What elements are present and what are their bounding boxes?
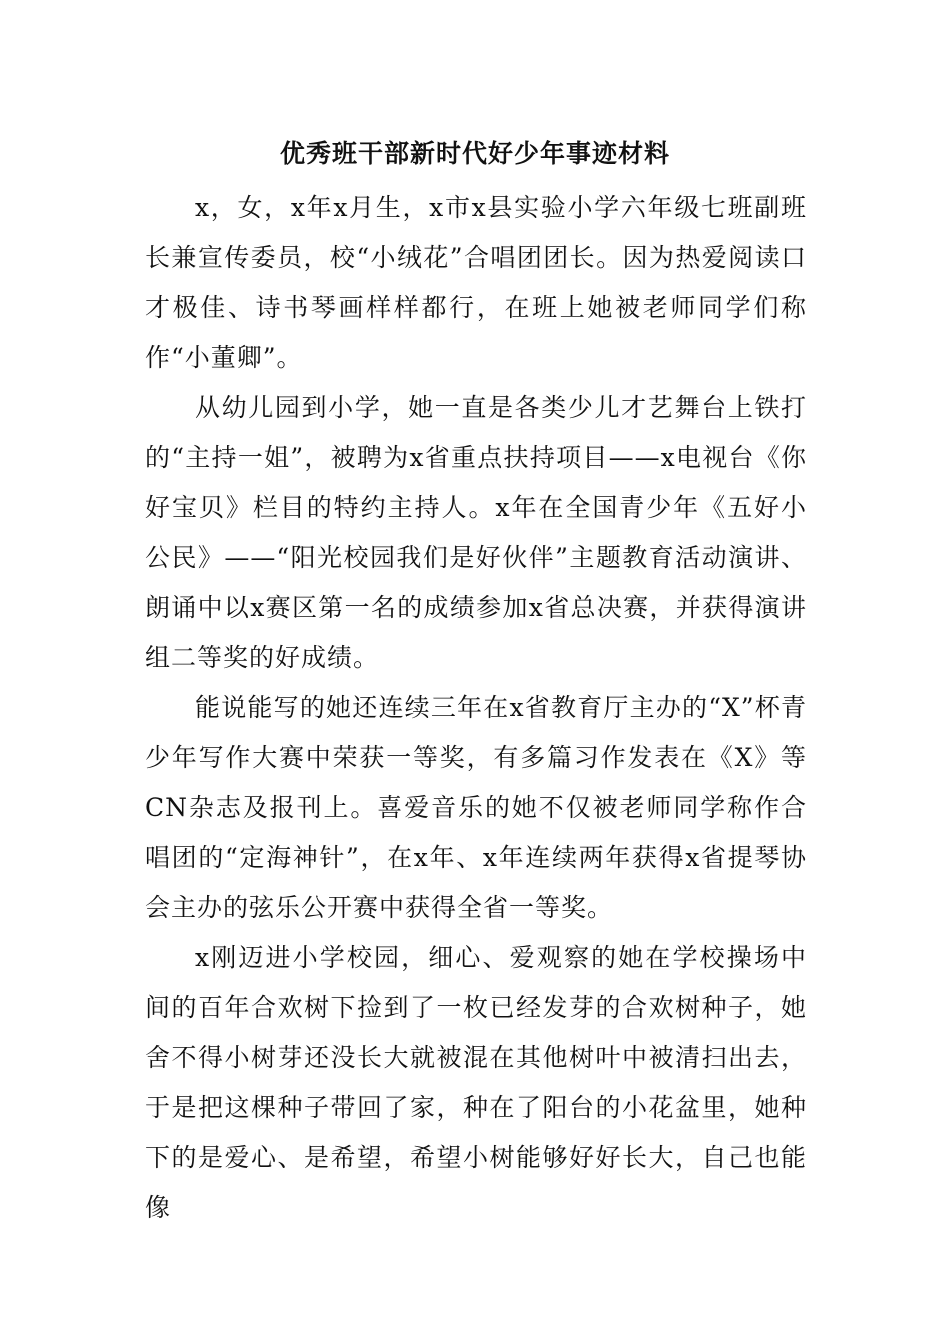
document-title: 优秀班干部新时代好少年事迹材料 (279, 139, 670, 168)
document-body (145, 183, 807, 1233)
paragraph-4: x刚迈进小学校园，细心、爱观察的她在学校操场中间的百年合欢树下捡到了一枚已经发芽的合欢树种子，她舍不得小树芽还没长大就被混在其他树叶中被清扫出去，于是把这棵种子带回了家，种在了阳台的小花盆里，她种下的是爱心、是希望，希望小树能够好好长大，自己也能像 (145, 943, 807, 1222)
paragraph-2: 从幼儿园到小学，她一直是各类少儿才艺舞台上铁打的“主持一姐”，被聘为x省重点扶持项目——x电视台《你好宝贝》栏目的特约主持人。x年在全国青少年《五好小公民》——“阳光校园我们是好伙伴”主题教育活动演讲、朗诵中以x赛区第一名的成绩参加x省总决赛，并获得演讲组二等奖的好成绩。 (145, 393, 807, 672)
paragraph-3: 能说能写的她还连续三年在x省教育厅主办的“X”杯青少年写作大赛中荣获一等奖，有多篇习作发表在《X》等CN杂志及报刊上。喜爱音乐的她不仅被老师同学称作合唱团的“定海神针”，在x年、x年连续两年获得x省提琴协会主办的弦乐公开赛中获得全省一等奖。 (145, 693, 807, 922)
paragraph-1: x，女，x年x月生，x市x县实验小学六年级七班副班长兼宣传委员，校“小绒花”合唱团团长。因为热爱阅读口才极佳、诗书琴画样样都行，在班上她被老师同学们称作“小董卿”。 (145, 193, 807, 372)
